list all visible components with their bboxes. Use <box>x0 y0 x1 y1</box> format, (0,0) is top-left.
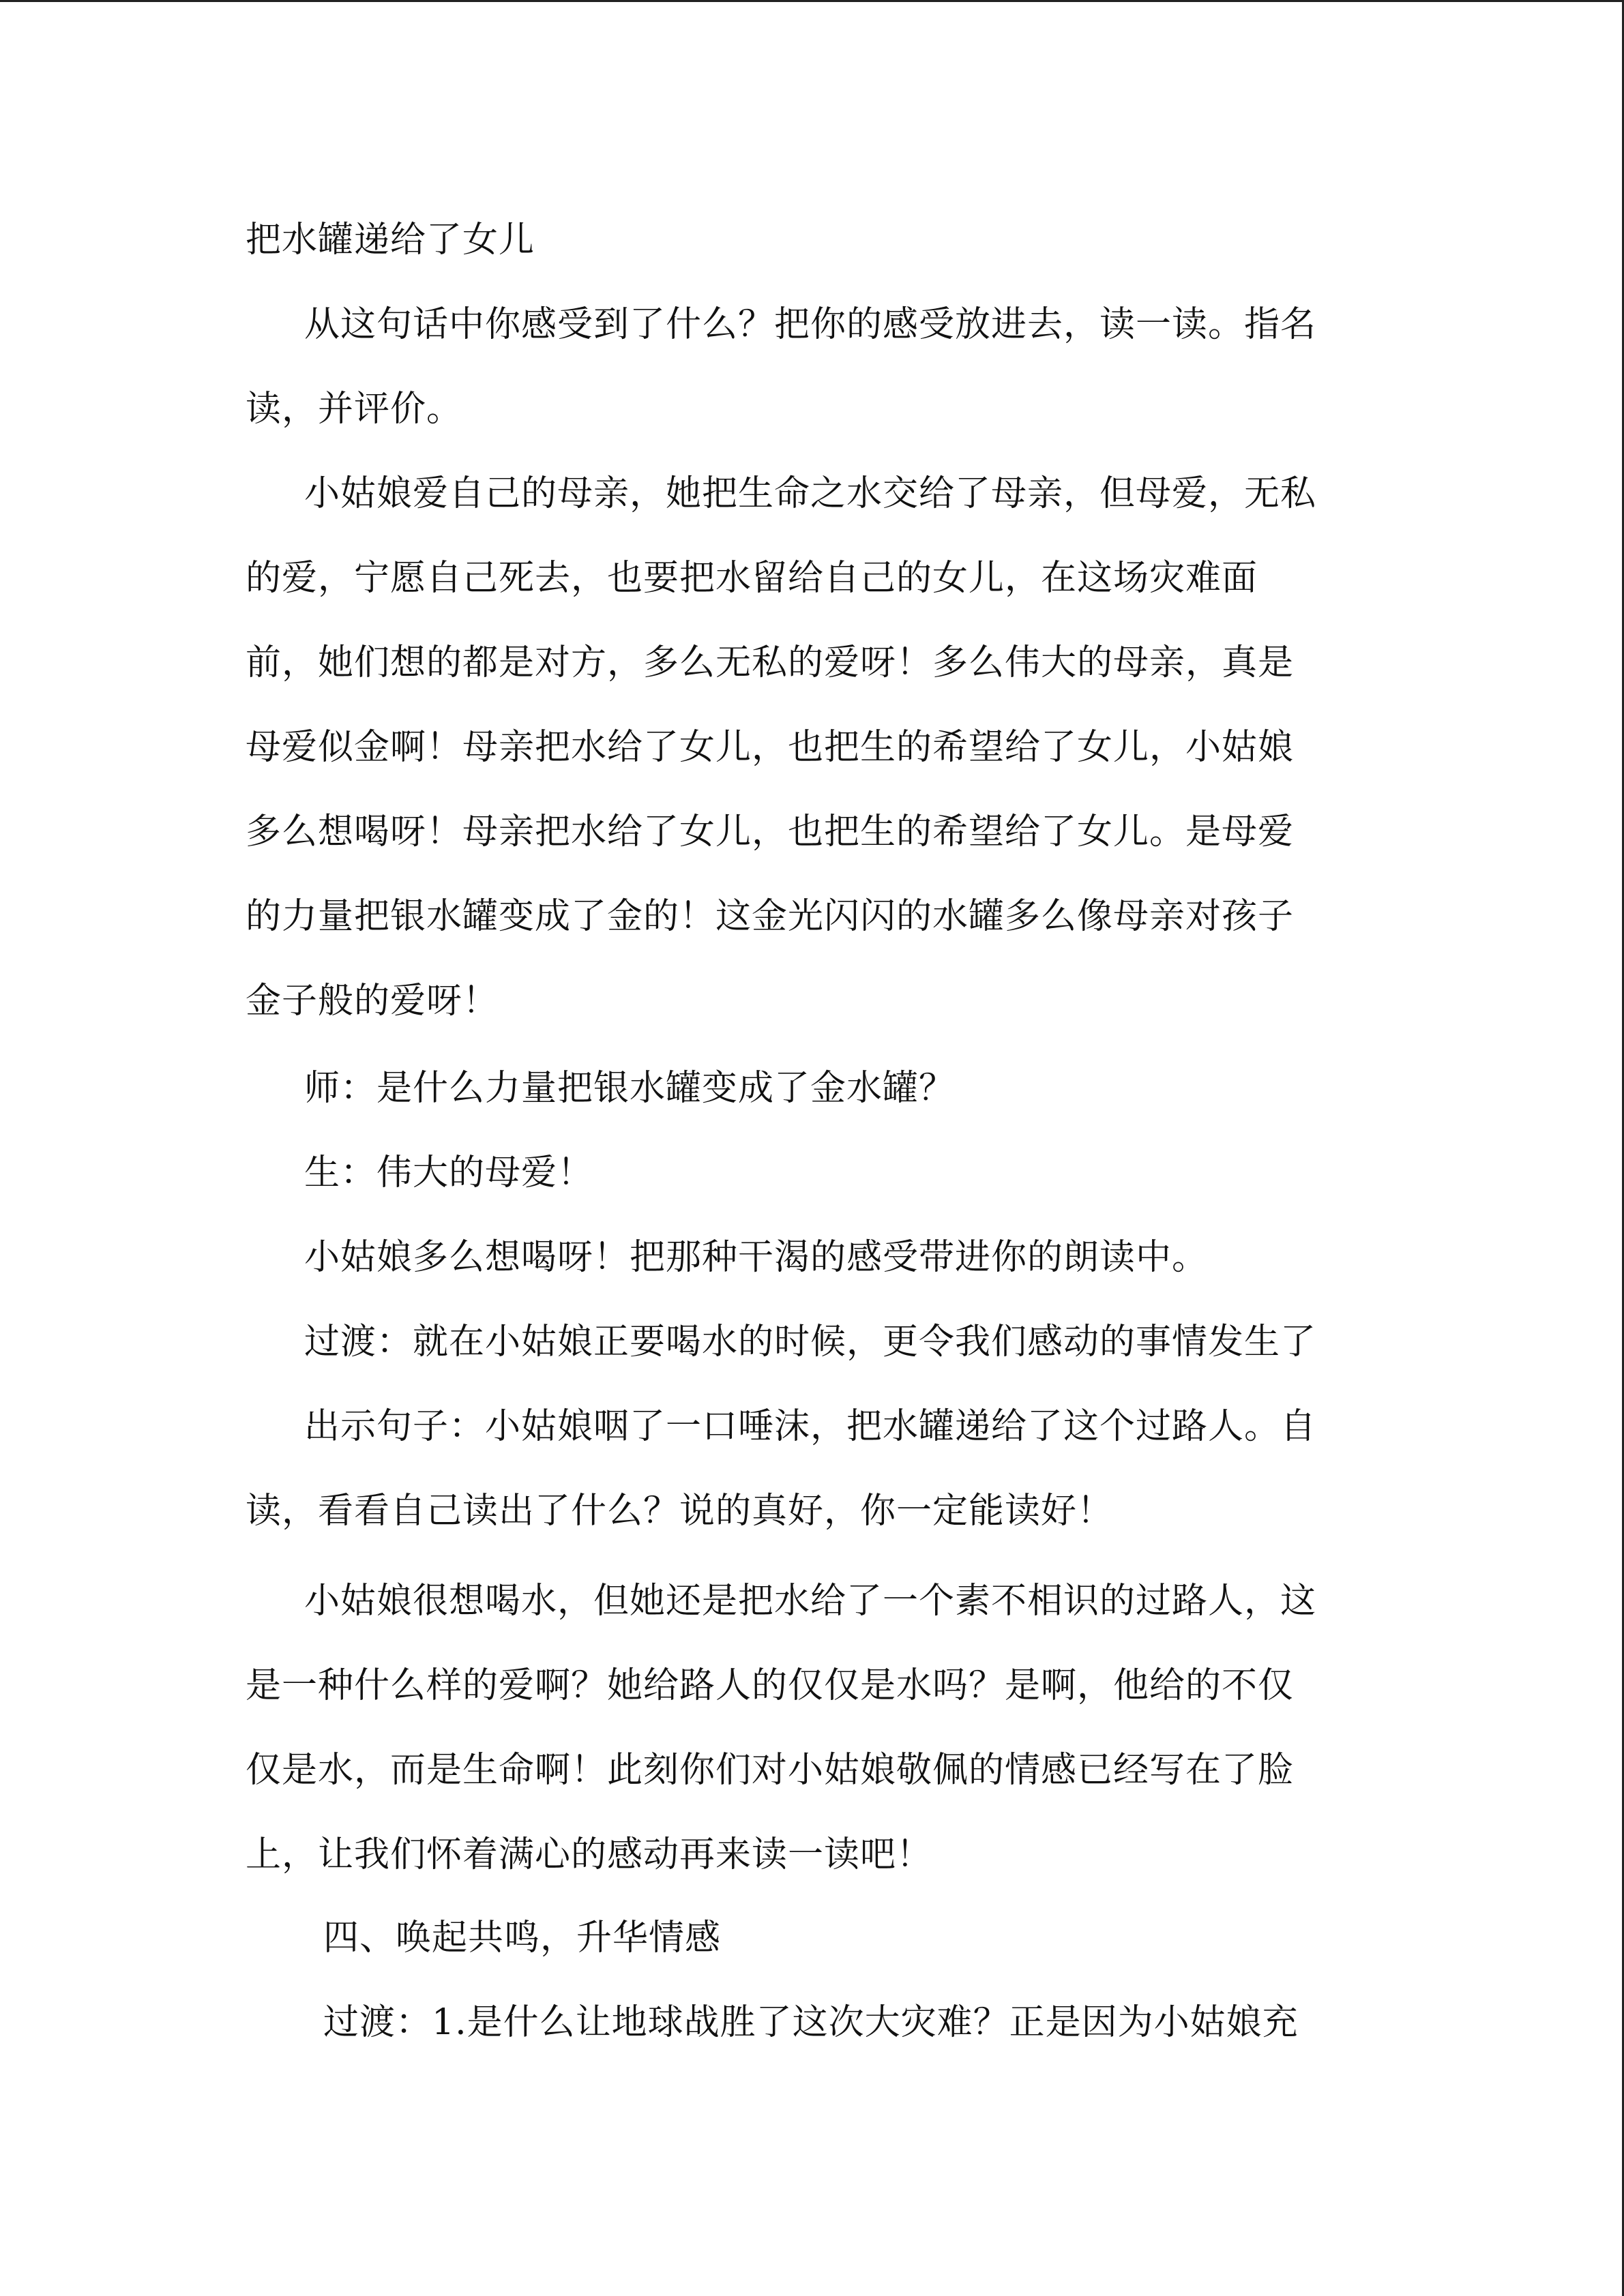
text-line: 是一种什么样的爱啊？她给路人的仅仅是水吗？是啊，他给的不仅 <box>246 1665 1295 1706</box>
text-line: 过渡：就在小姑娘正要喝水的时候，更令我们感动的事情发生了 <box>304 1322 1317 1362</box>
text-line: 金子般的爱呀！ <box>246 981 499 1022</box>
text-line: 把水罐递给了女儿 <box>246 220 535 260</box>
text-line: 小姑娘很想喝水，但她还是把水给了一个素不相识的过路人，这 <box>304 1581 1317 1622</box>
text-line: 出示句子：小姑娘咽了一口唾沫，把水罐递给了这个过路人。自 <box>304 1406 1317 1447</box>
text-line: 上，让我们怀着满心的感动再来读一读吧！ <box>246 1834 933 1875</box>
text-line: 读，看看自己读出了什么？说的真好，你一定能读好！ <box>246 1491 1114 1532</box>
text-line: 过渡：1.是什么让地球战胜了这次大灾难？正是因为小姑娘充 <box>323 2002 1299 2043</box>
text-line: 小姑娘多么想喝呀！把那种干渴的感受带进你的朗读中。 <box>304 1237 1209 1278</box>
text-line: 母爱似金啊！母亲把水给了女儿，也把生的希望给了女儿，小姑娘 <box>246 727 1295 768</box>
text-line: 生：伟大的母爱！ <box>304 1152 594 1193</box>
text-line: 小姑娘爱自己的母亲，她把生命之水交给了母亲，但母爱，无私 <box>304 473 1317 514</box>
text-line: 前，她们想的都是对方，多么无私的爱呀！多么伟大的母亲，真是 <box>246 642 1295 683</box>
text-line: 从这句话中你感受到了什么？把你的感受放进去，读一读。指名 <box>304 304 1317 345</box>
text-line: 师：是什么力量把银水罐变成了金水罐？ <box>304 1068 956 1109</box>
text-line: 多么想喝呀！母亲把水给了女儿，也把生的希望给了女儿。是母爱 <box>246 811 1295 852</box>
text-line: 的爱，宁愿自己死去，也要把水留给自己的女儿，在这场灾难面 <box>246 558 1258 599</box>
text-line: 仅是水，而是生命啊！此刻你们对小姑娘敬佩的情感已经写在了脸 <box>246 1750 1295 1791</box>
text-line: 读，并评价。 <box>246 389 463 430</box>
section-heading: 四、唤起共鸣，升华情感 <box>323 1918 722 1958</box>
text-line: 的力量把银水罐变成了金的！这金光闪闪的水罐多么像母亲对孩子 <box>246 896 1295 937</box>
